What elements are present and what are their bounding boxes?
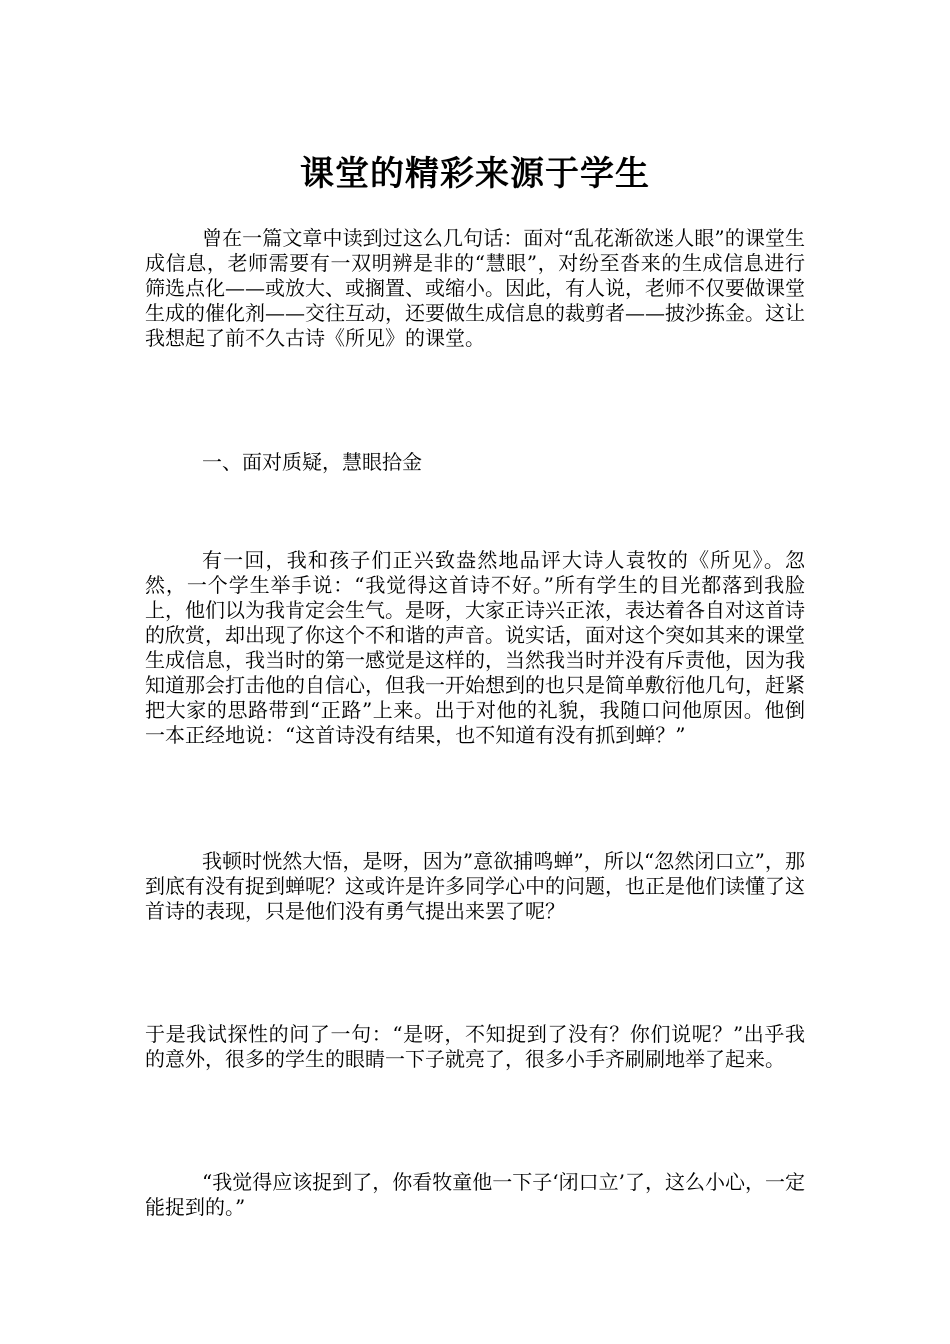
paragraph-story: 有一回，我和孩子们正兴致盎然地品评大诗人袁牧的《所见》。忽然，一个学生举手说：“我觉得这首诗不好。”所有学生的目光都落到我脸上，他们以为我肯定会生气。是呀，大家正诗兴正浓，表达着各自对这首诗的欣赏，却出现了你这个不和谐的声音。说实话，面对这个突如其来的课堂生成信息，我当时的第一感觉是这样的，当然我当时并没有斥责他，因为我知道那会打击他的自信心，但我一开始想到的也只是简单敷衍他几句，赶紧把大家的思路带到“正路”上来。出于对他的礼貌，我随口问他原因。他倒一本正经地说：“这首诗没有结果，也不知道有没有抓到蝉？” [145, 548, 805, 747]
document-title: 课堂的精彩来源于学生 [300, 153, 650, 194]
paragraph-student-answer: “我觉得应该捉到了，你看牧童他一下子‘闭口立’了，这么小心，一定能捉到的。” [145, 1170, 805, 1219]
paragraph-intro: 曾在一篇文章中读到过这么几句话：面对“乱花渐欲迷人眼”的课堂生成信息，老师需要有一双明辨是非的“慧眼”，对纷至沓来的生成信息进行筛选点化——或放大、或搁置、或缩小。因此，有人说，老师不仅要做课堂生成的催化剂——交往互动，还要做生成信息的裁剪者——披沙拣金。这让我想起了前不久古诗《所见》的课堂。 [145, 226, 805, 350]
paragraph-realization: 我顿时恍然大悟，是呀，因为”意欲捕鸣蝉”，所以“忽然闭口立”，那到底有没有捉到蝉呢？这或许是许多同学心中的问题，也正是他们读懂了这首诗的表现，只是他们没有勇气提出来罢了呢？ [145, 849, 805, 923]
section-heading: 一、面对质疑，慧眼拾金 [202, 450, 422, 474]
paragraph-question: 于是我试探性的问了一句：“是呀，不知捉到了没有？你们说呢？”出乎我的意外，很多的学生的眼睛一下子就亮了，很多小手齐刷刷地举了起来。 [145, 1022, 805, 1071]
